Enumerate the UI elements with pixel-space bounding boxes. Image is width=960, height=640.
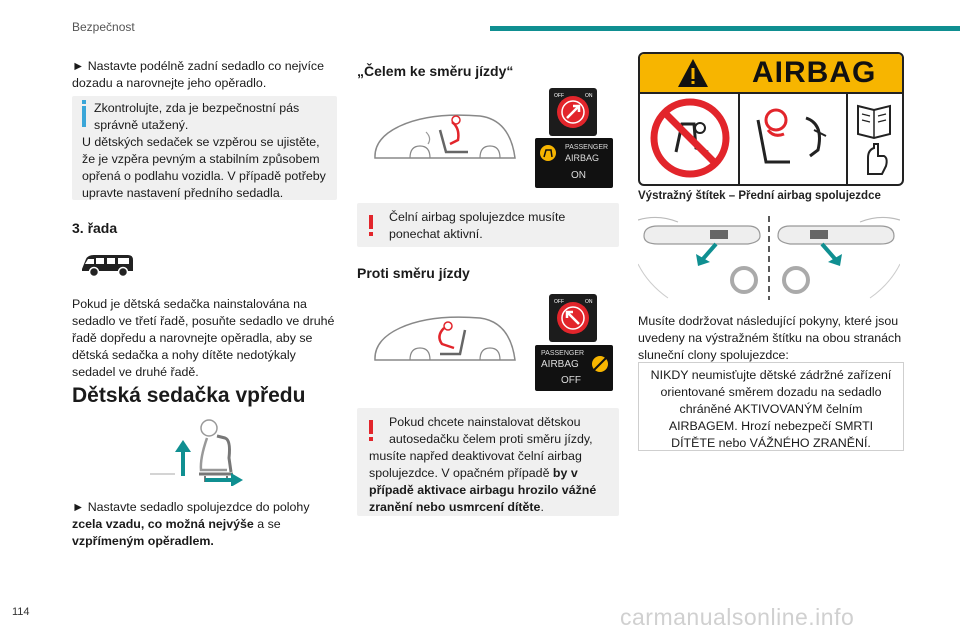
warn2-rest: musíte napřed deaktivovat čelní airbag spolujezdce. V opačném případě by v případě aktivace airbagu hrozilo vážné zranění nebo usmrcení dítěte. xyxy=(369,449,597,514)
svg-text:OFF: OFF xyxy=(554,299,564,305)
warn2-line1: Pokud chcete nainstalovat dětskou xyxy=(389,415,581,429)
warn2-line2: autosedačku čelem proti směru jízdy, xyxy=(389,432,593,446)
watermark: carmanualsonline.info xyxy=(620,604,855,630)
svg-text:OFF: OFF xyxy=(554,93,564,99)
section-title: Bezpečnost xyxy=(72,20,135,34)
passenger-airbag-on-indicator xyxy=(535,138,613,188)
page-number: 114 xyxy=(12,606,30,618)
warning-icon xyxy=(369,215,373,229)
airbag-deploy-icon xyxy=(744,100,842,180)
row3-heading: 3. řada xyxy=(72,220,118,236)
no-rear-facing-seat-icon xyxy=(648,98,732,178)
airbag-warning-label xyxy=(638,52,904,186)
airbag-switch-on-icon xyxy=(549,88,597,136)
step-front-seat: ► Nastavte sedadlo spolujezdce do polohy zcela vzadu, co možná nejvýše a se vzpřímeným opěradlem. xyxy=(72,500,310,548)
rear-facing-heading: Proti směru jízdy xyxy=(357,265,470,281)
header-accent-bar xyxy=(490,26,960,31)
passenger-airbag-off-indicator xyxy=(535,345,613,391)
indicator-on-state: ON xyxy=(571,170,586,181)
hazard-triangle-icon xyxy=(676,57,710,89)
warning-box-deactivate xyxy=(357,408,619,516)
warning-box-airbag-active xyxy=(357,203,619,247)
manual-read-icon xyxy=(854,100,896,180)
label-caption: Výstražný štítek – Přední airbag spolujezdce xyxy=(638,190,881,202)
forward-facing-heading: „Čelem ke směru jízdy“ xyxy=(357,63,514,79)
indicator-on-line2: AIRBAG xyxy=(565,153,600,163)
front-seat-heading: Dětská sedačka vpředu xyxy=(72,384,306,407)
switch-dial-off-icon xyxy=(549,294,597,342)
label-title: AIRBAG xyxy=(752,56,877,89)
info-line2: správně utažený. xyxy=(94,118,189,132)
info-icon-bar xyxy=(82,106,86,127)
indicator-off-line2: AIRBAG xyxy=(541,359,579,370)
van-icon xyxy=(80,251,136,279)
svg-text:ON: ON xyxy=(585,93,593,99)
indicator-off-state: OFF xyxy=(561,375,581,386)
indicator-on-line1: PASSENGER xyxy=(565,144,609,151)
child-seat-icon xyxy=(539,144,557,162)
info-icon xyxy=(82,100,86,104)
never-warning-text: NIKDY neumisťujte dětské zádržné zařízení orientované směrem dozadu na sedadlo chráněné AKTIVOVANÝM čelním AIRBAGEM. Hrozí nebezpečí SMRTI DÍTĚTE nebo VÁŽNÉHO ZRANĚNÍ. xyxy=(650,368,892,450)
warning-icon-2-dot xyxy=(369,437,373,441)
seat-adjust-illustration xyxy=(145,418,245,486)
switch-dial-icon xyxy=(549,88,597,136)
warning-icon-dot xyxy=(369,232,373,236)
indicator-off-line1: PASSENGER xyxy=(541,350,585,357)
car-rear-seat-illustration xyxy=(370,310,520,370)
warning-text-1: Čelní airbag spolujezdce musíte ponechat aktivní. xyxy=(389,210,566,241)
step-rear-seat: ► Nastavte podélně zadní sedadlo co nejvíce dozadu a narovnejte jeho opěradlo. xyxy=(72,59,324,90)
never-warning-box xyxy=(638,362,904,451)
airbag-off-icon xyxy=(591,355,609,373)
row3-text: Pokud je dětská sedačka nainstalována na sedadlo ve třetí řadě, posuňte sedadlo ve druhé řadě dopředu a narovnejte opěradla, aby se dětská sedačka a nohy dítěte nedotýkaly sedadel ve druhé řadě. xyxy=(72,297,335,379)
airbag-switch-off-icon xyxy=(549,294,597,342)
svg-text:ON: ON xyxy=(585,299,593,305)
info-rest: U dětských sedaček se vzpěrou se ujistěte, že je vzpěra pevným a stabilním způsobem opřená o podlahu vozidla. V případě potřeby upravte nastavení předního sedadla. xyxy=(82,135,326,200)
visor-instructions: Musíte dodržovat následující pokyny, které jsou uvedeny na výstražném štítku na obou stranách sluneční clony spolujezdce: xyxy=(638,314,902,362)
car-forward-seat-illustration xyxy=(370,108,520,168)
sun-visor-illustration xyxy=(638,214,900,302)
warning-icon-2 xyxy=(369,420,373,434)
info-box xyxy=(72,96,337,200)
info-line1: Zkontrolujte, zda je bezpečnostní pás xyxy=(94,101,300,115)
